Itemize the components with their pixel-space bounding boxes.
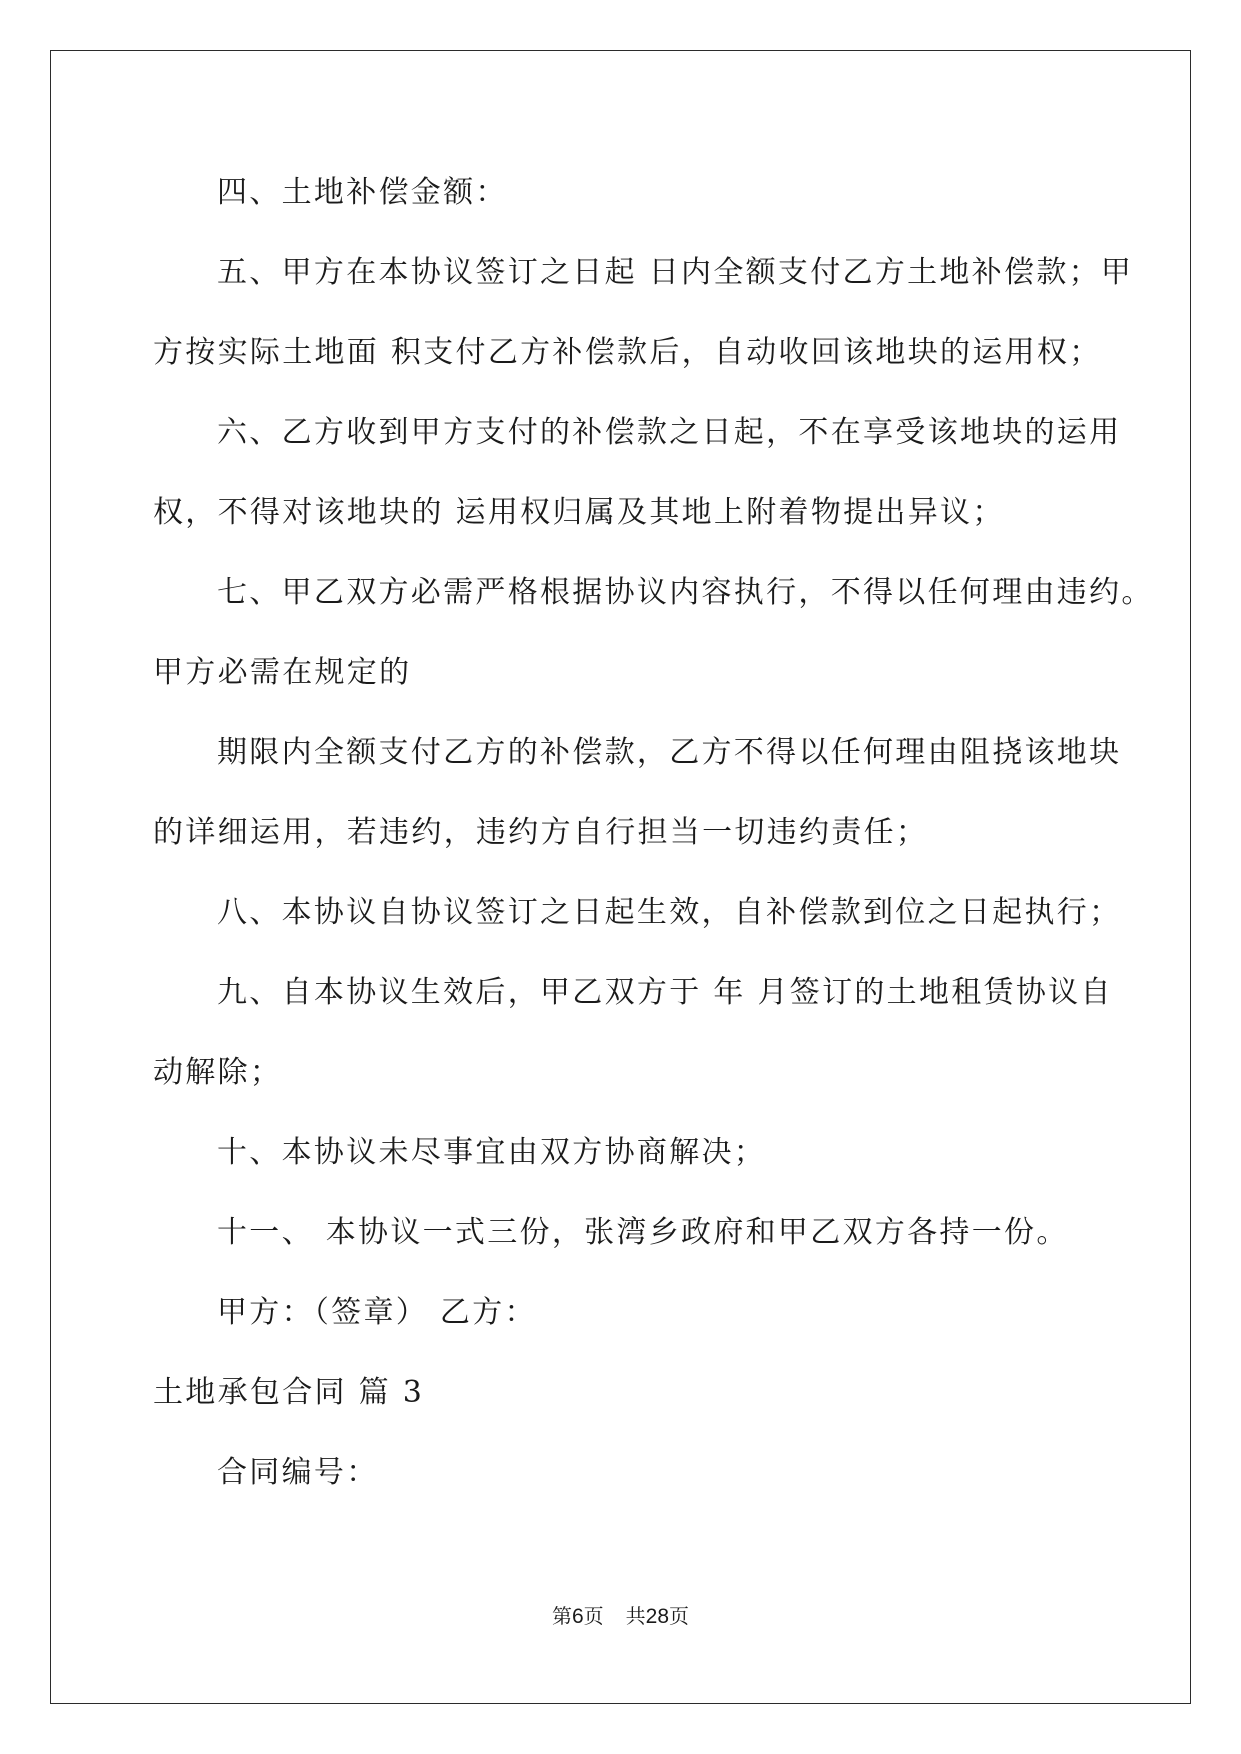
clause-10: 十、本协议未尽事宜由双方协商解决； xyxy=(217,1135,767,1170)
clause-5-line-2: 方按实际土地面 积支付乙方补偿款后，自动收回该地块的运用权； xyxy=(153,335,1102,370)
clause-9-line-1: 九、自本协议生效后，甲乙双方于 年 月签订的土地租赁协议自 xyxy=(217,975,1113,1010)
clause-7-continued-line-2: 的详细运用，若违约，违约方自行担当一切违约责任； xyxy=(153,815,929,850)
contract-number-label: 合同编号： xyxy=(217,1455,379,1490)
clause-5-line-1: 五、甲方在本协议签订之日起 日内全额支付乙方土地补偿款；甲 xyxy=(217,255,1134,290)
clause-11: 十一、 本协议一式三份，张湾乡政府和甲乙双方各持一份。 xyxy=(217,1215,1069,1250)
clause-4-compensation-amount: 四、土地补偿金额： xyxy=(217,175,508,210)
total-suffix: 页 xyxy=(669,1604,690,1628)
clause-7-line-2: 甲方必需在规定的 xyxy=(153,655,412,690)
signature-line: 甲方：（签章） 乙方： xyxy=(217,1295,537,1330)
clause-8: 八、本协议自协议签订之日起生效，自补偿款到位之日起执行； xyxy=(217,895,1122,930)
page-footer xyxy=(0,1603,1241,1630)
total-prefix: 共 xyxy=(625,1604,646,1628)
section-heading: 土地承包合同 篇 3 xyxy=(153,1375,425,1410)
clause-7-line-1: 七、甲乙双方必需严格根据协议内容执行，不得以任何理由违约。 xyxy=(217,575,1154,610)
page-number: 6 xyxy=(571,1605,584,1628)
clause-9-line-2: 动解除； xyxy=(153,1055,283,1090)
clause-6-line-1: 六、乙方收到甲方支付的补偿款之日起，不在享受该地块的运用 xyxy=(217,415,1122,450)
total-pages: 28 xyxy=(645,1605,670,1628)
clause-7-continued-line-1: 期限内全额支付乙方的补偿款，乙方不得以任何理由阻挠该地块 xyxy=(217,735,1122,770)
clause-6-line-2: 权，不得对该地块的 运用权归属及其地上附着物提出异议； xyxy=(153,495,1005,530)
page-prefix: 第 xyxy=(551,1604,572,1628)
page-suffix: 页 xyxy=(583,1604,604,1628)
